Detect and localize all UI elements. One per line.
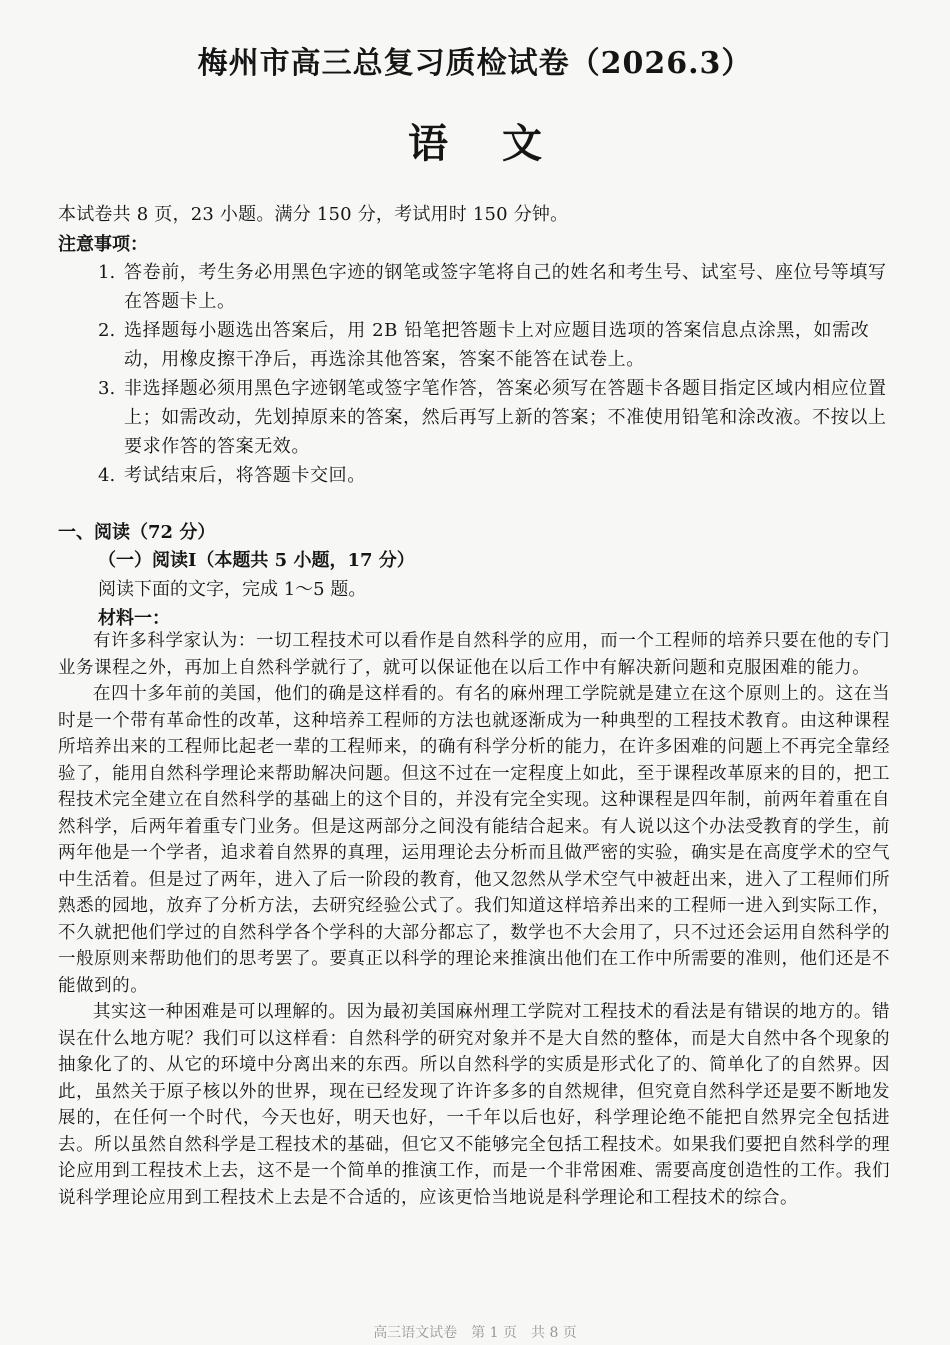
note-text: 考试结束后，将答题卡交回。: [124, 465, 366, 486]
exam-title: 梅州市高三总复习质检试卷（2026.3）: [197, 46, 753, 81]
section-heading: 一、阅读（72 分）: [58, 522, 216, 543]
note-text: 答卷前，考生务必用黑色字迹的钢笔或签字笔将自己的姓名和考生号、试室号、座位号等填写在答题卡上。: [124, 262, 887, 312]
exam-summary: 本试卷共 8 页，23 小题。满分 150 分，考试用时 150 分钟。: [58, 204, 569, 225]
note-number: 1.: [98, 262, 116, 283]
note-item: [98, 461, 898, 490]
note-item: [98, 316, 898, 374]
passage-paragraph: 有许多科学家认为：一切工程技术可以看作是自然科学的应用，而一个工程师的培养只要在他的专门业务课程之外，再加上自然科学就行了，就可以保证他在以后工作中有解决新问题和克服困难的能力。: [58, 631, 890, 678]
material-heading: 材料一：: [98, 608, 170, 629]
subject-title: 语文: [408, 120, 596, 167]
note-text: 选择题每小题选出答案后，用 2B 铅笔把答题卡上对应题目选项的答案信息点涂黑，如需改动，用橡皮擦干净后，再选涂其他答案，答案不能答在试卷上。: [124, 320, 870, 370]
page-footer: 高三语文试卷 第 1 页 共 8 页: [373, 1325, 577, 1341]
note-item: [98, 374, 898, 461]
note-text: 非选择题必须用黑色字迹钢笔或签字笔作答，答案必须写在答题卡各题目指定区域内相应位置上；如需改动，先划掉原来的答案，然后再写上新的答案；不准使用铅笔和涂改液。不按以上要求作答的答案无效。: [124, 378, 887, 457]
note-item: [98, 258, 898, 316]
note-number: 4.: [98, 465, 116, 486]
reading-instruction: 阅读下面的文字，完成 1～5 题。: [98, 579, 367, 600]
subsection-heading: （一）阅读Ⅰ（本题共 5 小题，17 分）: [98, 550, 415, 571]
passage-paragraph: 在四十多年前的美国，他们的确是这样看的。有名的麻州理工学院就是建立在这个原则上的。这在当时是一个带有革命性的改革，这种培养工程师的方法也就逐渐成为一种典型的工程技术教育。由这种课程所培养出来的工程师比起老一辈的工程师来，的确有科学分析的能力，在许多困难的问题上不再完全靠经验了，能用自然科学理论来帮助解决问题。但这不过在一定程度上如此，至于课程改革原来的目的，把工程技术完全建立在自然科学的基础上的这个目的，并没有完全实现。这种课程是四年制，前两年着重在自然科学，后两年着重专门业务。但是这两部分之间没有能结合起来。有人说以这个办法受教育的学生，前两年他是一个学者，追求着自然界的真理，运用理论去分析而且做严密的实验，确实是在高度学术的空气中生活着。但是过了两年，进入了后一阶段的教育，他又忽然从学术空气中被赶出来，进入了工程师们所熟悉的园地，放弃了分析方法，去研究经验公式了。我们知道这样培养出来的工程师一进入到实际工作，不久就把他们学过的自然科学各个学科的大部分都忘了，数学也不大会用了，只不过还会运用自然科学的一般原则来帮助他们的思考罢了。要真正以科学的理论来推演出他们在工作中所需要的准则，他们还是不能做到的。: [58, 684, 890, 996]
passage-paragraph: 其实这一种困难是可以理解的。因为最初美国麻州理工学院对工程技术的看法是有错误的地方的。错误在什么地方呢？我们可以这样看：自然科学的研究对象并不是大自然的整体，而是大自然中各个现象的抽象化了的、从它的环境中分离出来的东西。所以自然科学的实质是形式化了的、简单化了的自然界。因此，虽然关于原子核以外的世界，现在已经发现了许许多多的自然规律，但究竟自然科学还是要不断地发展的，在任何一个时代，今天也好，明天也好，一千年以后也好，科学理论绝不能把自然界完全包括进去。所以虽然自然科学是工程技术的基础，但它又不能够完全包括工程技术。如果我们要把自然科学的理论应用到工程技术上去，这不是一个简单的推演工作，而是一个非常困难、需要高度创造性的工作。我们说科学理论应用到工程技术上去是不合适的，应该更恰当地说是科学理论和工程技术的综合。: [58, 1002, 890, 1208]
note-number: 2.: [98, 320, 116, 341]
notes-list: [98, 258, 898, 490]
reading-passage: [58, 628, 890, 1211]
note-number: 3.: [98, 378, 116, 399]
notes-heading: 注意事项：: [58, 234, 148, 255]
